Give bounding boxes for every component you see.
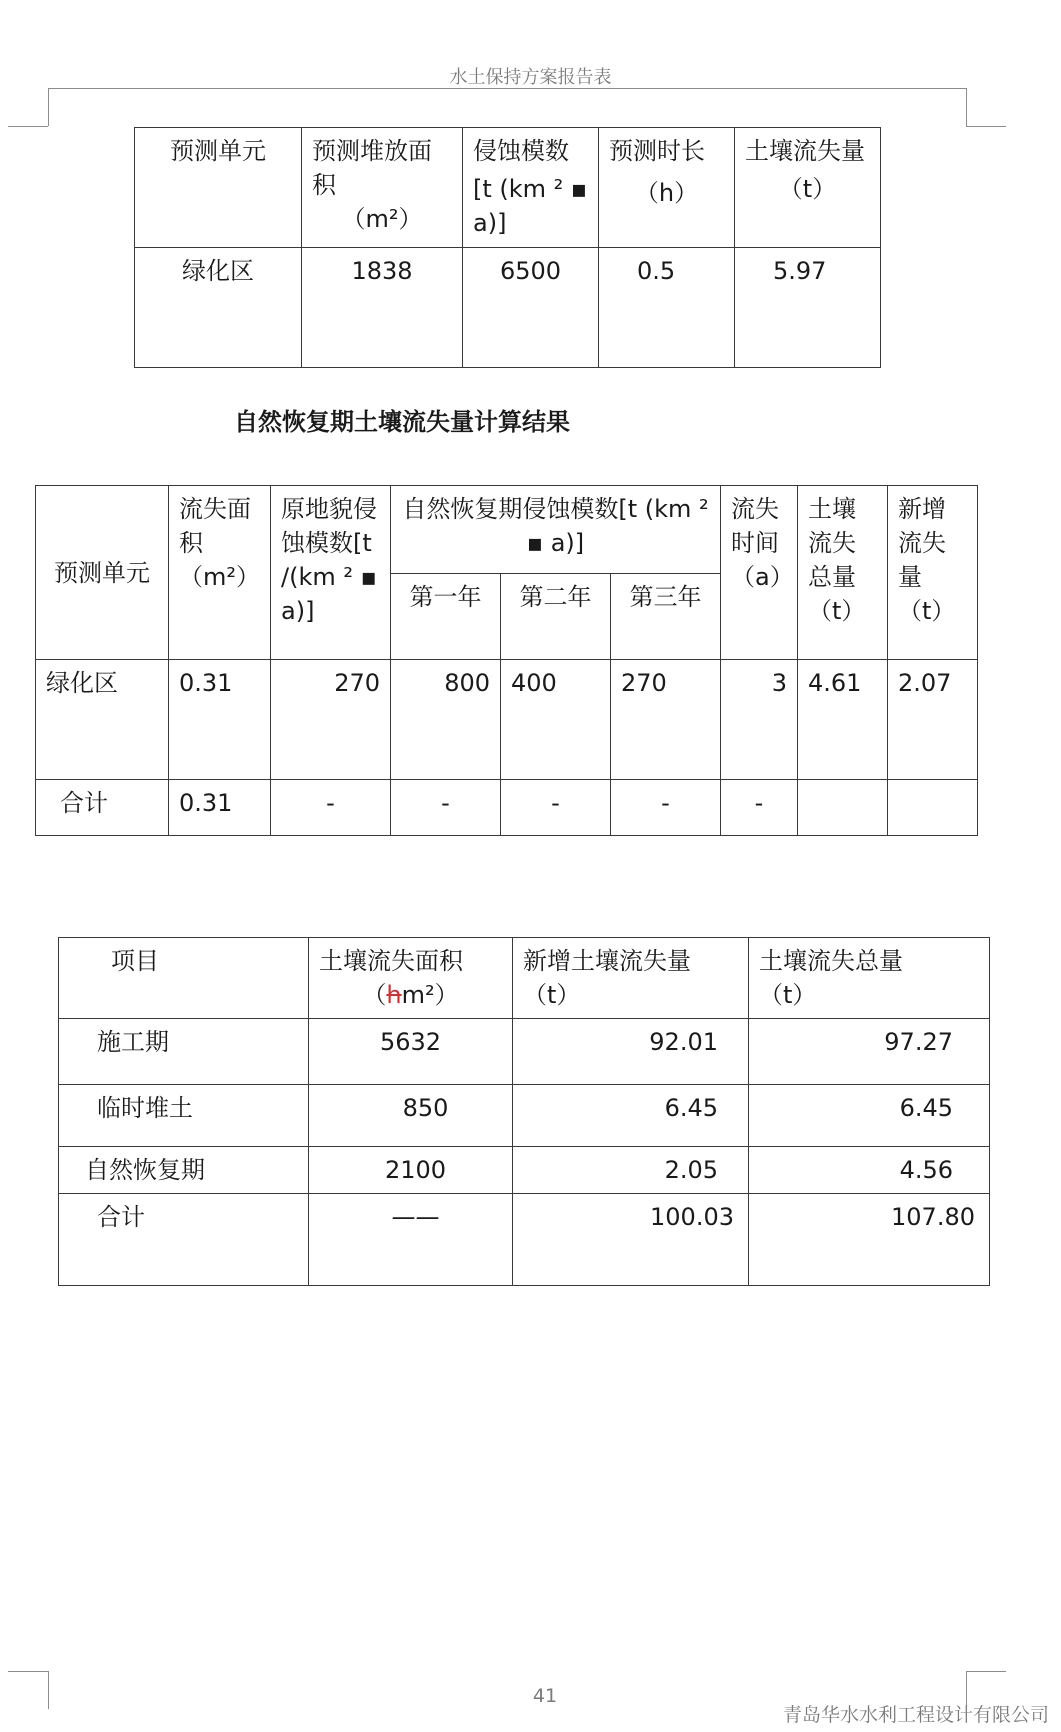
company-name: 青岛华水水利工程设计有限公司 [782, 1704, 1049, 1726]
cell-year2: - [501, 780, 611, 836]
corner-mark-tr [966, 88, 967, 126]
cell-unit: 绿化区 [135, 248, 302, 368]
header-area-unit [319, 978, 502, 1012]
header-loss-unit: （t） [778, 175, 837, 203]
cell-total: 4.61 [798, 660, 888, 780]
cell-year2: 400 [501, 660, 611, 780]
unit-strike: h [386, 981, 402, 1009]
header-new: 新增流失量（t） [888, 486, 978, 660]
header-modulus-label: 侵蚀模数 [473, 137, 569, 165]
cell-area: 850 [309, 1085, 513, 1147]
section-title: 自然恢复期土壤流失量计算结果 [234, 408, 570, 436]
cell-total [798, 780, 888, 836]
header-year1: 第一年 [391, 574, 501, 660]
header-duration-unit: （h） [634, 179, 699, 207]
table-row [59, 1147, 990, 1194]
cell-time: - [721, 780, 798, 836]
cell-total: 97.27 [749, 1019, 990, 1085]
page-header-title: 水土保持方案报告表 [449, 67, 612, 88]
cell-unit: 绿化区 [36, 660, 169, 780]
cell-new: 100.03 [513, 1194, 749, 1286]
corner-mark-br-h [966, 1671, 1006, 1672]
table-row [59, 1019, 990, 1085]
cell-loss: 5.97 [735, 248, 881, 368]
cell-original: - [271, 780, 391, 836]
header-modulus-unit: [t (km ² ▪ a)] [473, 175, 588, 237]
header-total: 土壤流失总量（t） [798, 486, 888, 660]
cell-total: 6.45 [749, 1085, 990, 1147]
header-area: 流失面积（m²） [169, 486, 271, 660]
cell-new: 6.45 [513, 1085, 749, 1147]
table-row [36, 660, 978, 780]
cell-year1: 800 [391, 660, 501, 780]
header-total-unit: （t） [759, 981, 817, 1009]
corner-mark-tl [48, 88, 49, 126]
cell-new: 92.01 [513, 1019, 749, 1085]
cell-new [888, 780, 978, 836]
corner-mark-tr-h [966, 126, 1006, 127]
header-area-label: 土壤流失面积 [319, 947, 463, 975]
header-new-unit: （t） [523, 981, 581, 1009]
cell-total: 4.56 [749, 1147, 990, 1194]
cell-total: 107.80 [749, 1194, 990, 1286]
header-year3: 第三年 [611, 574, 721, 660]
cell-year3: - [611, 780, 721, 836]
header-natural-modulus: 自然恢复期侵蚀模数[t (km ² ▪ a)] [391, 486, 721, 574]
table-row [135, 248, 881, 368]
header-loss-label: 土壤流失量 [745, 137, 865, 165]
header-area [309, 938, 513, 1019]
cell-area: 5632 [309, 1019, 513, 1085]
cell-year1: - [391, 780, 501, 836]
forecast-table [134, 127, 881, 368]
header-area-label: 预测堆放面积 [312, 137, 432, 199]
header-total [749, 938, 990, 1019]
cell-item: 自然恢复期 [59, 1147, 309, 1194]
header-original-modulus: 原地貌侵蚀模数[t /(km ² ▪ a)] [271, 486, 391, 660]
cell-duration: 0.5 [599, 248, 735, 368]
cell-time: 3 [721, 660, 798, 780]
page-number: 41 [532, 1685, 558, 1707]
header-area [302, 128, 463, 248]
header-rule [48, 88, 966, 89]
cell-original: 270 [271, 660, 391, 780]
cell-modulus: 6500 [463, 248, 599, 368]
header-area-unit: （m²） [341, 205, 423, 233]
cell-item: 临时堆土 [59, 1085, 309, 1147]
header-year2: 第二年 [501, 574, 611, 660]
cell-area: 2100 [309, 1147, 513, 1194]
cell-new: 2.05 [513, 1147, 749, 1194]
header-time: 流失时间（a） [721, 486, 798, 660]
header-duration [599, 128, 735, 248]
header-modulus [463, 128, 599, 248]
unit-open: （ [362, 981, 387, 1009]
natural-recovery-table [35, 485, 978, 836]
cell-new: 2.07 [888, 660, 978, 780]
summary-table [58, 937, 990, 1286]
header-item: 项目 [59, 938, 309, 1019]
corner-mark-tl-h [8, 126, 48, 127]
header-total-label: 土壤流失总量 [759, 947, 903, 975]
header-new [513, 938, 749, 1019]
cell-area: —— [309, 1194, 513, 1286]
table-row [36, 780, 978, 836]
table-row [59, 1194, 990, 1286]
corner-mark-bl-h [8, 1671, 48, 1672]
header-unit: 预测单元 [135, 128, 302, 248]
table-row [59, 1085, 990, 1147]
header-duration-label: 预测时长 [609, 137, 705, 165]
header-new-label: 新增土壤流失量 [523, 947, 691, 975]
cell-item: 合计 [59, 1194, 309, 1286]
cell-area: 0.31 [169, 780, 271, 836]
cell-item: 施工期 [59, 1019, 309, 1085]
header-unit: 预测单元 [36, 486, 169, 660]
cell-unit: 合计 [36, 780, 169, 836]
unit-rest: m²） [401, 981, 459, 1009]
header-loss [735, 128, 881, 248]
cell-area: 1838 [302, 248, 463, 368]
cell-year3: 270 [611, 660, 721, 780]
cell-area: 0.31 [169, 660, 271, 780]
